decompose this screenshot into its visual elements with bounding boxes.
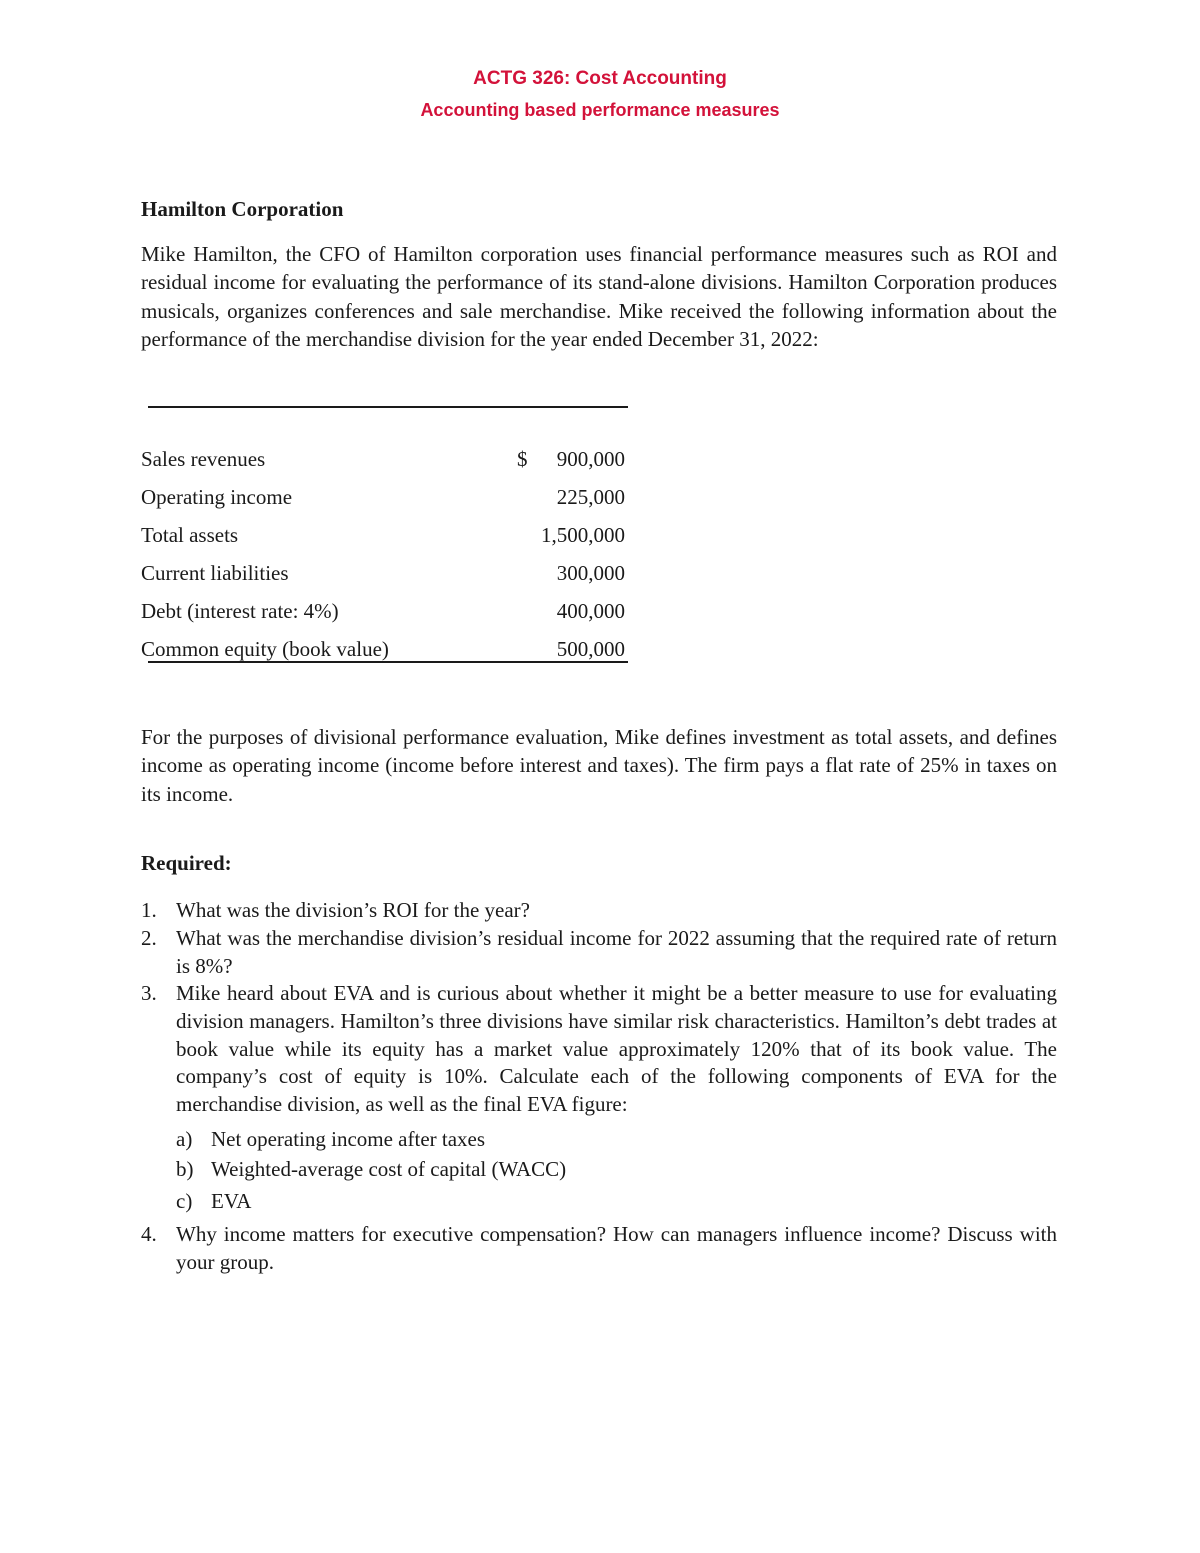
currency-symbol: $ [517, 447, 528, 471]
question-text: Why income matters for executive compensation? How can managers influence income? Discuss with your group. [176, 1222, 1057, 1274]
sub-item-letter: a) [176, 1127, 193, 1151]
row-label: Sales revenues [141, 447, 266, 471]
question-text: What was the merchandise division’s residual income for 2022 assuming that the required rate of return is 8%? [176, 926, 1057, 978]
question-number: 3. [141, 981, 157, 1005]
sub-item-text: Net operating income after taxes [211, 1127, 486, 1151]
case-title: Hamilton Corporation [141, 197, 344, 221]
row-value: 400,000 [556, 599, 625, 623]
row-value: 1,500,000 [541, 523, 625, 547]
table-row [141, 478, 628, 516]
table-top-rule [148, 406, 628, 408]
question-item [141, 980, 1057, 1119]
question-number: 4. [141, 1222, 157, 1246]
sub-item-text: EVA [211, 1189, 252, 1213]
row-label: Current liabilities [141, 561, 289, 585]
sub-item [176, 1187, 251, 1215]
table-row [141, 440, 628, 478]
sub-item-letter: b) [176, 1157, 194, 1181]
sub-item [176, 1125, 485, 1153]
sub-item-letter: c) [176, 1189, 193, 1213]
financial-table [141, 440, 628, 668]
row-value: 225,000 [556, 485, 625, 509]
table-row [141, 554, 628, 592]
question-item [141, 1221, 1057, 1277]
question-text: What was the division’s ROI for the year? [176, 898, 530, 922]
row-value: 500,000 [556, 637, 625, 661]
topic-title: Accounting based performance measures [420, 100, 780, 120]
course-title: ACTG 326: Cost Accounting [473, 68, 727, 89]
row-label: Debt (interest rate: 4%) [141, 599, 339, 623]
question-text: Mike heard about EVA and is curious about whether it might be a better measure to use for evaluating division managers. Hamilton’s three divisions have similar risk characteristics. Hamilton’s debt trades at book value while its equity has a market value approximately 120% that of its book value. The company’s cost of equity is 10%. Calculate each of the following components of EVA for the merchandise division, as well as the final EVA figure: [176, 981, 1057, 1117]
row-label: Operating income [141, 485, 293, 509]
table-bottom-rule [148, 661, 628, 663]
row-label: Common equity (book value) [141, 637, 389, 661]
row-value: 300,000 [556, 561, 625, 585]
sub-item-text: Weighted-average cost of capital (WACC) [211, 1157, 567, 1181]
evaluation-paragraph: For the purposes of divisional performance evaluation, Mike defines investment as total assets, and defines income as operating income (income before interest and taxes). The firm pays a flat rate of 25% in taxes on its income. [141, 725, 1057, 806]
question-number: 2. [141, 926, 157, 950]
table-row [141, 592, 628, 630]
question-item [141, 897, 1057, 925]
required-heading: Required: [141, 851, 232, 875]
row-label: Total assets [141, 523, 239, 547]
row-value: 900,000 [556, 447, 625, 471]
sub-item [176, 1155, 566, 1183]
case-intro-paragraph: Mike Hamilton, the CFO of Hamilton corporation uses financial performance measures such as ROI and residual income for evaluating the performance of its stand-alone divisions. Hamilton Corporation produces musicals, organizes conferences and sale merchandise. Mike received the following information about the performance of the merchandise division for the year ended December 31, 2022: [141, 242, 1057, 351]
table-row [141, 516, 628, 554]
question-number: 1. [141, 898, 157, 922]
question-item [141, 925, 1057, 981]
